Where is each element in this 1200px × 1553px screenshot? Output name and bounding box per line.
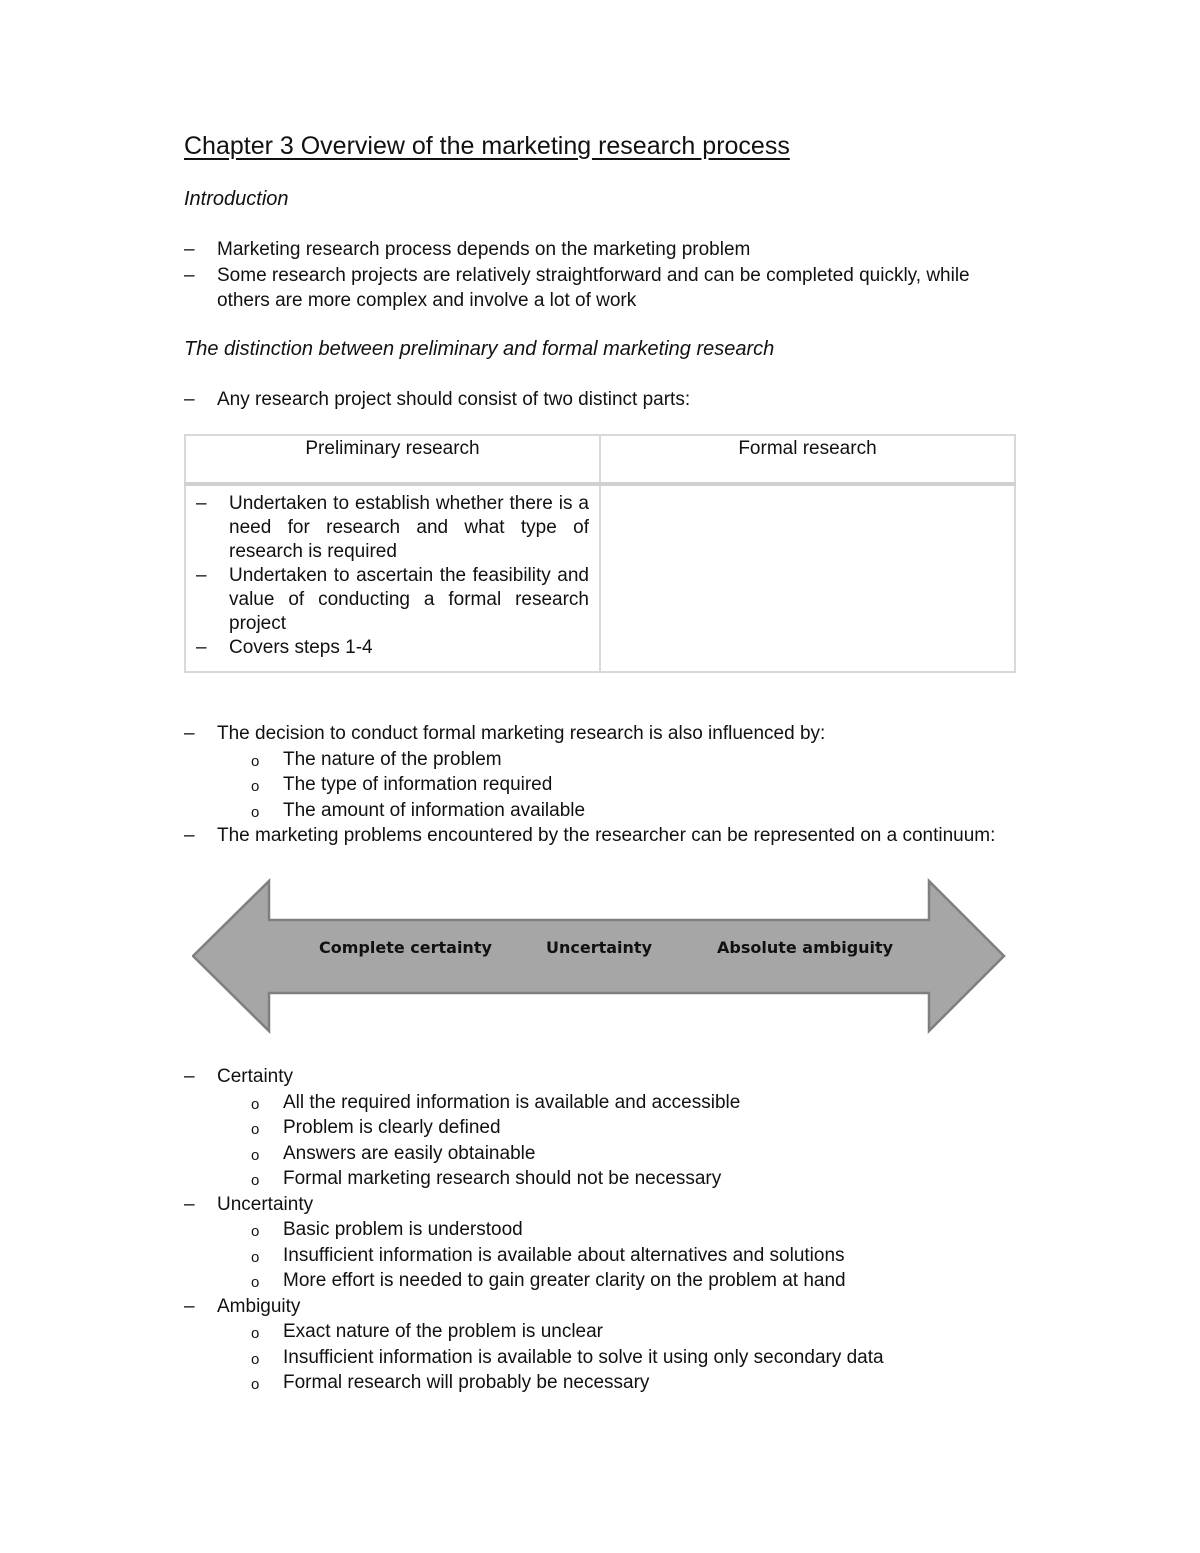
sub-list-item [184,772,1016,798]
sub-item-text: Basic problem is understood [283,1219,523,1240]
dash-bullet: – [184,825,195,846]
continuum-explanation-list [184,1064,1016,1396]
dash-bullet: – [184,389,195,410]
sub-list-item [184,1166,1016,1192]
list-item [184,823,1016,849]
list-item-text: Marketing research process depends on the marketing problem [217,239,751,260]
circle-bullet: o [251,1223,260,1240]
circle-bullet: o [251,752,260,770]
sub-item-text: Answers are easily obtainable [283,1142,536,1164]
dash-bullet: – [196,565,207,586]
sub-list-item [184,1217,1016,1243]
dash-bullet: – [184,723,195,744]
sub-item-text: The amount of information available [283,799,586,821]
circle-bullet: o [251,1172,260,1189]
list-item [196,636,589,660]
distinction-list [184,387,1016,413]
sub-item-text: Exact nature of the problem is unclear [283,1321,604,1342]
sub-item-text: Formal research will probably be necessary [283,1372,650,1393]
list-item-text: Ambiguity [217,1295,301,1317]
sub-list-item [184,798,1016,824]
sub-item-text: Problem is clearly defined [283,1117,501,1138]
table-header-row [185,435,1015,484]
dash-bullet: – [184,264,195,286]
list-item-text: Undertaken to establish whether there is a need for research and what type of research is required [229,493,589,562]
list-item-text: Certainty [217,1066,294,1087]
sub-list-item [184,1243,1016,1269]
list-item [184,263,1016,314]
circle-bullet: o [251,778,260,795]
circle-bullet: o [251,1325,260,1342]
label-uncertainty: Uncertainty [546,938,653,957]
dash-bullet: – [196,637,207,658]
header-formal-research: Formal research [738,438,877,459]
sub-item-text: More effort is needed to gain greater clarity on the problem at hand [283,1270,846,1291]
preliminary-list [186,486,599,660]
circle-bullet: o [251,1095,260,1113]
table-header-cell [600,435,1015,484]
dash-bullet: – [184,1193,195,1215]
sub-list-item [184,1345,1016,1371]
dash-bullet: – [184,1066,195,1087]
list-item-text: Some research projects are relatively straightforward and can be completed quickly, while others are more complex and involve a lot of work [217,264,970,311]
intro-list [184,237,1016,314]
section-heading-distinction: The distinction between preliminary and formal marketing research [184,338,775,360]
sub-list-item [184,1090,1016,1116]
circle-bullet: o [251,1274,260,1291]
table-row [185,484,1015,672]
dash-bullet: – [184,239,195,260]
section-heading-introduction: Introduction [184,188,289,210]
sub-list-item [184,1319,1016,1345]
circle-bullet: o [251,1248,260,1266]
sub-item-text: Insufficient information is available to solve it using only secondary data [283,1346,884,1368]
table-cell-formal [600,484,1015,672]
sub-item-text: Formal marketing research should not be necessary [283,1168,722,1189]
list-item [196,564,589,636]
sub-list-item [184,1141,1016,1167]
sub-item-text: All the required information is available and accessible [283,1091,741,1113]
table-header-cell [185,435,600,484]
list-item-certainty [184,1064,1016,1090]
sub-list-item [184,747,1016,773]
list-item [196,492,589,564]
sub-list-item [184,1268,1016,1294]
circle-bullet: o [251,803,260,821]
dash-bullet: – [184,1295,195,1317]
header-preliminary-research: Preliminary research [305,438,480,459]
continuum-arrow [192,878,1008,1036]
decision-list [184,721,1016,849]
sub-list-item [184,1115,1016,1141]
circle-bullet: o [251,1350,260,1368]
comparison-table [184,434,1016,673]
list-item-text: Uncertainty [217,1193,314,1215]
list-item-text: Covers steps 1-4 [229,637,373,658]
list-item-text: Any research project should consist of two distinct parts: [217,389,691,410]
double-arrow-shape [192,878,1008,1036]
circle-bullet: o [251,1146,260,1164]
list-item-text: The marketing problems encountered by the researcher can be represented on a continuum: [217,825,996,846]
sub-item-text: The type of information required [283,774,553,795]
list-item-text: The decision to conduct formal marketing research is also influenced by: [217,723,826,744]
dash-bullet: – [196,493,207,514]
list-item-ambiguity [184,1294,1016,1320]
table-cell-preliminary [185,484,600,672]
circle-bullet: o [251,1121,260,1138]
label-complete-certainty: Complete certainty [319,938,492,957]
circle-bullet: o [251,1376,260,1393]
list-item-uncertainty [184,1192,1016,1218]
list-item [184,237,1016,263]
sub-item-text: The nature of the problem [283,748,502,770]
list-item [184,721,1016,747]
label-absolute-ambiguity: Absolute ambiguity [717,938,894,957]
list-item [184,387,1016,413]
sub-list-item [184,1370,1016,1396]
page-title: Chapter 3 Overview of the marketing research process [184,132,790,160]
list-item-text: Undertaken to ascertain the feasibility and value of conducting a formal research project [229,565,589,634]
sub-item-text: Insufficient information is available about alternatives and solutions [283,1244,845,1266]
